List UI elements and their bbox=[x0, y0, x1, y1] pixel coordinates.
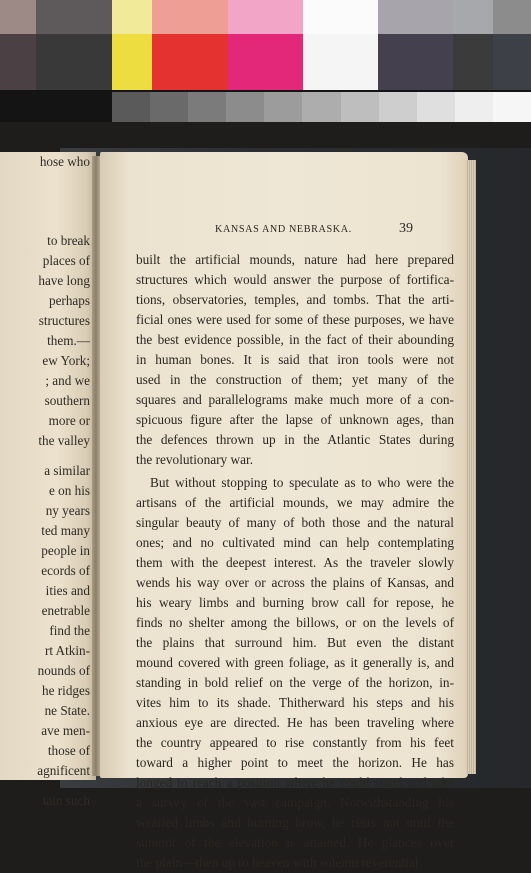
body-text-line: artisans of the artificial mounds, we may admire the bbox=[136, 495, 454, 510]
body-text-line: the defences thrown up in the Atlantic States during bbox=[136, 432, 454, 447]
grayscale-step bbox=[341, 92, 380, 122]
body-text-line: wearied limbs and burning brow, he rests not until the bbox=[136, 815, 454, 830]
left-page-line: hose who bbox=[39, 154, 90, 169]
body-text-line: mound covered with green foliage, as it generally is, and bbox=[136, 655, 454, 670]
left-page-line: them.— bbox=[47, 333, 90, 348]
grayscale-step bbox=[302, 92, 341, 122]
body-text-line: finds no shelter among the billows, or on the levels of bbox=[136, 615, 454, 630]
color-swatch-bottom bbox=[0, 34, 36, 90]
left-page-line: enetrable bbox=[41, 603, 90, 618]
color-swatch-bottom bbox=[228, 34, 303, 90]
color-swatch-bottom bbox=[112, 34, 152, 90]
grayscale-step bbox=[150, 92, 189, 122]
color-swatch-top bbox=[378, 0, 453, 34]
body-text-line: But without stopping to speculate as to who were the bbox=[150, 475, 454, 490]
body-text-line: the country appeared to rise constantly from his feet bbox=[136, 735, 454, 750]
body-text-line: the plains that surround him. But even the distant bbox=[136, 635, 454, 650]
left-page-line: those of bbox=[47, 743, 90, 758]
left-page-line: more or bbox=[48, 413, 90, 428]
page-edge bbox=[466, 160, 476, 774]
left-page-line: ecords of bbox=[41, 563, 90, 578]
left-page-line: ted many bbox=[41, 523, 90, 538]
left-page-line: have long bbox=[38, 273, 90, 288]
left-page-line: places of bbox=[42, 253, 90, 268]
body-text-line: squares and parallelograms make much more of a con- bbox=[136, 392, 454, 407]
left-page-line: tain such bbox=[42, 793, 90, 808]
color-swatch-top bbox=[453, 0, 493, 34]
grayscale-step bbox=[379, 92, 418, 122]
body-text-line: singular beauty of many of both those and the natural bbox=[136, 515, 454, 530]
body-text-line: wends his way over or across the plains of Kansas, and bbox=[136, 575, 454, 590]
color-swatch-top bbox=[112, 0, 152, 34]
left-page-line: a similar bbox=[44, 463, 90, 478]
left-page-line: rt Atkin- bbox=[44, 643, 90, 658]
grayscale-step bbox=[264, 92, 303, 122]
body-text-line: tions, observatories, temples, and tombs. That the arti- bbox=[136, 292, 454, 307]
body-text-line: used in the construction of them; yet many of the bbox=[136, 372, 454, 387]
grayscale-strip bbox=[112, 92, 531, 122]
body-text-line: built the artificial mounds, nature had here prepared bbox=[136, 252, 454, 267]
left-page-line: ne State. bbox=[44, 703, 90, 718]
color-swatch-top bbox=[228, 0, 303, 34]
left-page bbox=[0, 152, 96, 808]
left-page-line: ities and bbox=[45, 583, 90, 598]
body-text-line: in human bones. It is said that iron tools were not bbox=[136, 352, 454, 367]
color-swatch-top bbox=[152, 0, 228, 34]
grayscale-step bbox=[188, 92, 227, 122]
color-swatch-top bbox=[303, 0, 378, 34]
color-swatch-bottom bbox=[378, 34, 453, 90]
grayscale-step bbox=[455, 92, 494, 122]
color-swatch-bottom bbox=[152, 34, 228, 90]
body-text-line: summit of the elevation is attained. He glances over bbox=[136, 835, 454, 850]
grayscale-step bbox=[493, 92, 531, 122]
left-page-line: nounds of bbox=[37, 663, 90, 678]
body-text-line: them with the deepest interest. As the traveler slowly bbox=[136, 555, 454, 570]
left-page-line: he ridges bbox=[42, 683, 90, 698]
running-head: KANSAS AND NEBRASKA. bbox=[215, 224, 352, 235]
color-swatch-bottom bbox=[453, 34, 493, 90]
body-text-line: anxious eye are directed. He has been traveling where bbox=[136, 715, 454, 730]
left-page-line: structures bbox=[38, 313, 90, 328]
body-text-line: standing in bold relief on the verge of the horizon, in- bbox=[136, 675, 454, 690]
body-text-line: longed to reach a position where he could stand and take bbox=[136, 775, 454, 790]
body-text-line: spicuous figure after the lapse of unknown ages, than bbox=[136, 412, 454, 427]
color-swatch-top bbox=[0, 0, 36, 34]
body-text-line: ficial ones were used for some of these purposes, we have bbox=[136, 312, 454, 327]
body-text-line: structures which would answer the purpose of fortifica- bbox=[136, 272, 454, 287]
body-text-line: vites him to its shade. Thitherward his steps and his bbox=[136, 695, 454, 710]
left-page-line: find the bbox=[49, 623, 90, 638]
color-swatch-top bbox=[36, 0, 112, 34]
left-page-line: southern bbox=[44, 393, 90, 408]
color-swatch-bottom bbox=[303, 34, 378, 90]
left-page-line: agnificent bbox=[37, 763, 90, 778]
body-text-line: the plain—then up to heaven with solemn reverential bbox=[136, 855, 419, 870]
body-text-line: his weary limbs and burning brow call for repose, he bbox=[136, 595, 454, 610]
color-swatch-bottom bbox=[36, 34, 112, 90]
left-page-line: perhaps bbox=[48, 293, 90, 308]
grayscale-step bbox=[226, 92, 265, 122]
body-text-line: the best evidence possible, in the fact of their abounding bbox=[136, 332, 454, 347]
grayscale-step bbox=[112, 92, 151, 122]
left-page-line: ave men- bbox=[41, 723, 90, 738]
body-text-line: a survey of the vast campaign. Notwithstanding his bbox=[136, 795, 454, 810]
page-number: 39 bbox=[399, 221, 413, 236]
left-page-line: people in bbox=[41, 543, 90, 558]
grayscale-step bbox=[417, 92, 456, 122]
left-page-line: ew York; bbox=[42, 353, 90, 368]
body-text-line: toward a higher point to meet the horizon. He has bbox=[136, 755, 454, 770]
body-text-line: the revolutionary war. bbox=[136, 452, 254, 467]
left-page-line: ny years bbox=[45, 503, 90, 518]
left-page-line: to break bbox=[47, 233, 90, 248]
left-page-line: the valley bbox=[38, 433, 90, 448]
color-swatch-top bbox=[493, 0, 531, 34]
left-page-line: ; and we bbox=[45, 373, 90, 388]
color-swatch-bottom bbox=[493, 34, 531, 90]
body-text-line: ones; and no cultivated mind can help contemplating bbox=[136, 535, 454, 550]
left-page-line: e on his bbox=[48, 483, 90, 498]
